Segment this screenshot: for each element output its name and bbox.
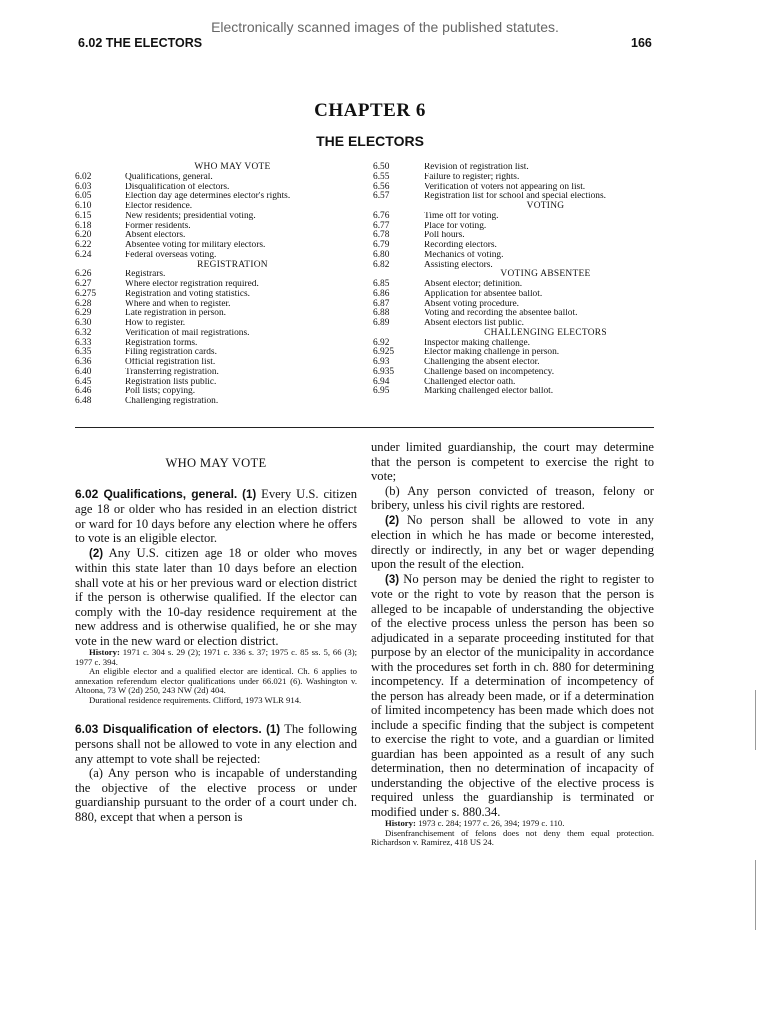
toc-entry xyxy=(75,192,350,202)
section-6-03-para-a: (a) Any person who is incapable of understanding the objective of the elective process or under guardianship pursuant to the order of a court under ch. 880, except that when a person is xyxy=(75,766,357,824)
toc-section-number: 6.935 xyxy=(373,366,395,377)
toc-entry xyxy=(373,251,673,261)
chapter-subtitle: THE ELECTORS xyxy=(316,133,424,149)
history-text: 1973 c. 284; 1977 c. 26, 394; 1979 c. 110. xyxy=(418,818,565,828)
toc-section-title: Challenging registration. xyxy=(125,397,219,406)
toc-section-title: Disqualification of electors. xyxy=(125,182,230,192)
subsection-number: (3) xyxy=(385,573,400,586)
toc-entry xyxy=(75,387,350,397)
section-6-03-para-a-continued: under limited guardianship, the court may determine that the person is competent to exercise the right to vote; xyxy=(371,440,654,483)
toc-entry xyxy=(373,368,673,378)
toc-section-number: 6.30 xyxy=(75,318,92,328)
chapter-title: CHAPTER 6 xyxy=(314,100,426,121)
toc-section-number: 6.275 xyxy=(75,288,97,299)
toc-section-number: 6.48 xyxy=(75,396,92,406)
toc-entry xyxy=(75,183,350,193)
toc-entry xyxy=(373,387,673,397)
section-6-03-sub-2 xyxy=(371,513,654,572)
toc-section-title: Filing registration cards. xyxy=(125,348,217,358)
toc-entry xyxy=(373,222,673,232)
toc-section-title: Poll lists; copying. xyxy=(125,387,196,397)
history-note xyxy=(75,648,357,667)
annotation-note: An eligible elector and a qualified elector are identical. Ch. 6 applies to annexation referendum elector qualifications under 66.021 (6). Washington v. Altoona, 73 W (2d) 250, 243 NW (2d) 404. xyxy=(75,666,357,696)
toc-section-title: Marking challenged elector ballot. xyxy=(424,387,554,397)
toc-entry xyxy=(75,339,350,349)
section-divider xyxy=(75,427,654,428)
subsection-number: (1) xyxy=(242,488,257,501)
toc-section-title: Absentee voting for military electors. xyxy=(125,241,266,250)
toc-section-title: Verification of mail registrations. xyxy=(125,328,250,338)
toc-group-heading: REGISTRATION xyxy=(197,259,268,270)
subsection-number: (2) xyxy=(385,514,400,527)
toc-section-number: 6.33 xyxy=(75,337,92,348)
toc-section-title: Voting and recording the absentee ballot. xyxy=(424,309,578,319)
toc-entry xyxy=(373,173,673,183)
toc-entry xyxy=(373,309,673,319)
toc-entry xyxy=(373,300,673,310)
toc-section-number: 6.93 xyxy=(373,357,390,367)
toc-section-title: Revision of registration list. xyxy=(424,163,529,172)
toc-section-title: Absent elector; definition. xyxy=(424,280,523,289)
subsection-text: Any U.S. citizen age 18 or older who moves within this state later than 10 days before an election shall vote at his or her previous ward or election district if the person is otherwise qualified. If the elector can comply with the 10-day residence requirement at the new address and is otherwise qualified, he or she may vote in the new ward or election district. xyxy=(75,545,357,648)
toc-section-title: New residents; presidential voting. xyxy=(125,211,256,221)
toc-entry xyxy=(373,192,673,202)
toc-section-number: 6.45 xyxy=(75,376,92,387)
toc-section-title: Transferring registration. xyxy=(125,367,219,377)
toc-entry xyxy=(373,378,673,388)
toc-section-number: 6.22 xyxy=(75,240,92,250)
toc-section-title: How to register. xyxy=(125,319,186,328)
toc-entry xyxy=(373,212,673,222)
toc-section-number: 6.85 xyxy=(373,279,390,289)
toc-section-title: Inspector making challenge. xyxy=(424,338,530,348)
toc-section-number: 6.20 xyxy=(75,230,92,241)
toc-entry xyxy=(75,270,350,280)
toc-section-title: Mechanics of voting. xyxy=(424,250,504,260)
toc-section-title: Failure to register; rights. xyxy=(424,172,520,182)
annotation-note: Disenfranchisement of felons does not deny them equal protection. Richardson v. Ramirez, 418 US 24. xyxy=(371,827,654,848)
toc-entry xyxy=(75,378,350,388)
toc-section-title: Qualifications, general. xyxy=(125,172,213,182)
section-6-02-title: 6.02 Qualifications, general. xyxy=(75,486,238,501)
toc-section-title: Recording electors. xyxy=(424,241,497,250)
toc-section-number: 6.24 xyxy=(75,249,92,260)
toc-section-number: 6.79 xyxy=(373,240,390,250)
toc-section-title: Assisting electors. xyxy=(424,260,493,270)
text-column-right xyxy=(371,440,654,848)
section-6-03-title: 6.03 Disqualification of electors. xyxy=(75,721,262,736)
toc-section-title: Late registration in person. xyxy=(125,309,227,319)
toc-group-heading: VOTING ABSENTEE xyxy=(500,269,591,280)
toc-section-title: Federal overseas voting. xyxy=(125,250,217,260)
toc-section-number: 6.36 xyxy=(75,357,92,367)
toc-section-number: 6.76 xyxy=(373,210,390,221)
history-label: History: xyxy=(385,818,416,828)
toc-section-title: Registrars. xyxy=(125,270,166,280)
toc-section-number: 6.80 xyxy=(373,249,390,260)
toc-section-number: 6.56 xyxy=(373,181,390,192)
annotation-note: Durational residence requirements. Clifford, 1973 WLR 914. xyxy=(89,694,302,705)
toc-section-title: Challenge based on incompetency. xyxy=(424,367,555,377)
toc-section-number: 6.03 xyxy=(75,181,92,192)
toc-entry xyxy=(75,368,350,378)
subsection-text: No person may be denied the right to register to vote or the right to vote by reason that the person is alleged to be incapable of understanding the objective of the elective process unless the person has been so adjudicated in a separate proceeding instituted for that purpose by an elector of the municipality in accordance with the procedures set forth in ch. 880 for determining incompetency. If a determination of incompetency of the person has already been made, or if a determination of limited incompetency has been made which does not include a specific finding that the subject is competent to exercise the right to vote, and a guardian or limited guardian has been appointed as a result of any such determination, then no determination of incapacity of understanding the objective of the elective process is required unless the guardianship is terminated or modified under s. 880.34. xyxy=(371,571,654,819)
toc-section-title: Registration forms. xyxy=(125,338,198,348)
subsection-text: The following persons shall not be allowed to vote in any election and any attempt to vote shall be rejected: xyxy=(75,721,358,766)
scan-margin-mark xyxy=(755,690,756,750)
section-6-03-sub-1 xyxy=(75,722,357,767)
toc-entry xyxy=(75,202,350,212)
toc-section-number: 6.88 xyxy=(373,308,390,319)
subsection-number: (1) xyxy=(266,723,281,736)
toc-section-number: 6.15 xyxy=(75,210,92,221)
toc-section-number: 6.77 xyxy=(373,220,390,231)
toc-entry xyxy=(373,348,673,358)
toc-section-title: Where elector registration required. xyxy=(125,280,259,289)
toc-section-title: Registration list for school and special elections. xyxy=(424,192,606,202)
toc-section-title: Registration lists public. xyxy=(125,377,217,387)
subsection-text: No person shall be allowed to vote in any election in which he has made or become interested, directly or indirectly, in any bet or wager depending upon the result of the election. xyxy=(371,512,654,571)
running-head: 6.02 THE ELECTORS xyxy=(78,36,203,50)
toc-entry xyxy=(75,173,350,183)
toc-section-number: 6.46 xyxy=(75,386,92,397)
toc-entry xyxy=(75,231,350,241)
toc-entry xyxy=(75,319,350,329)
toc-section-number: 6.05 xyxy=(75,191,92,202)
toc-left-column xyxy=(75,163,350,407)
toc-entry xyxy=(75,241,350,251)
toc-section-title: Elector making challenge in person. xyxy=(424,348,560,358)
toc-entry xyxy=(75,290,350,300)
toc-section-number: 6.86 xyxy=(373,288,390,299)
toc-entry xyxy=(75,222,350,232)
toc-entry xyxy=(373,231,673,241)
toc-group-heading: WHO MAY VOTE xyxy=(194,162,271,172)
toc-section-number: 6.27 xyxy=(75,279,92,289)
section-6-03-sub-3 xyxy=(371,572,654,820)
toc-section-title: Registration and voting statistics. xyxy=(125,289,250,299)
toc-group-heading: CHALLENGING ELECTORS xyxy=(484,327,607,338)
toc-entry xyxy=(75,329,350,339)
toc-section-title: Place for voting. xyxy=(424,221,487,231)
toc-entry xyxy=(373,339,673,349)
section-6-03-para-b: (b) Any person convicted of treason, felony or bribery, unless his civil rights are restored. xyxy=(371,483,654,512)
subsection-number: (2) xyxy=(89,547,104,560)
toc-section-title: Challenged elector oath. xyxy=(424,377,516,387)
toc-section-title: Poll hours. xyxy=(424,231,465,241)
toc-section-title: Former residents. xyxy=(125,221,191,231)
toc-entry xyxy=(373,358,673,368)
toc-section-number: 6.95 xyxy=(373,386,390,397)
toc-section-title: Elector residence. xyxy=(125,202,193,211)
toc-section-title: Verification of voters not appearing on list. xyxy=(424,182,586,192)
toc-section-title: Where and when to register. xyxy=(125,299,231,309)
toc-entry xyxy=(373,163,673,173)
toc-section-title: Absent voting procedure. xyxy=(424,299,520,309)
toc-section-number: 6.29 xyxy=(75,308,92,319)
toc-entry xyxy=(75,212,350,222)
toc-section-number: 6.78 xyxy=(373,230,390,241)
toc-entry xyxy=(75,397,350,407)
toc-entry xyxy=(373,183,673,193)
toc-section-number: 6.925 xyxy=(373,347,395,358)
toc-entry xyxy=(373,290,673,300)
toc-section-number: 6.10 xyxy=(75,201,92,211)
toc-section-number: 6.50 xyxy=(373,162,390,172)
toc-entry xyxy=(75,358,350,368)
toc-section-number: 6.57 xyxy=(373,191,390,202)
toc-entry xyxy=(75,309,350,319)
toc-right-column xyxy=(373,163,673,397)
subsection-text: Every U.S. citizen age 18 or older who has resided in an election district or ward for 10 days before any election where he offers to vote is an eligible elector. xyxy=(75,486,358,545)
toc-section-title: Absent electors. xyxy=(125,231,186,241)
toc-section-number: 6.02 xyxy=(75,171,92,182)
toc-section-number: 6.26 xyxy=(75,269,92,280)
section-heading: WHO MAY VOTE xyxy=(165,456,267,470)
toc-entry xyxy=(75,280,350,290)
toc-section-title: Challenging the absent elector. xyxy=(424,358,540,367)
text-column-left xyxy=(75,440,357,824)
toc-section-number: 6.82 xyxy=(373,259,390,270)
toc-section-number: 6.18 xyxy=(75,220,92,231)
scan-banner: Electronically scanned images of the published statutes. xyxy=(211,19,559,35)
toc-section-number: 6.55 xyxy=(373,171,390,182)
page-number: 166 xyxy=(631,36,652,50)
scan-margin-mark xyxy=(755,860,756,930)
toc-entry xyxy=(75,300,350,310)
section-6-02-sub-2 xyxy=(75,546,357,649)
toc-section-number: 6.87 xyxy=(373,298,390,309)
toc-section-title: Election day age determines elector's rights. xyxy=(125,192,291,202)
toc-section-title: Time off for voting. xyxy=(424,211,499,221)
toc-section-number: 6.35 xyxy=(75,347,92,358)
toc-section-number: 6.94 xyxy=(373,376,390,387)
toc-section-number: 6.40 xyxy=(75,366,92,377)
toc-section-number: 6.32 xyxy=(75,327,92,338)
section-6-02-sub-1 xyxy=(75,487,357,546)
toc-entry xyxy=(75,348,350,358)
history-label: History: xyxy=(89,647,120,657)
toc-entry xyxy=(373,280,673,290)
toc-section-title: Official registration list. xyxy=(125,358,216,367)
toc-section-number: 6.28 xyxy=(75,298,92,309)
toc-group-heading: VOTING xyxy=(526,201,565,211)
toc-section-title: Absent electors list public. xyxy=(424,319,524,328)
history-text: 1971 c. 304 s. 29 (2); 1971 c. 336 s. 37; 1975 c. 85 ss. 5, 66 (3); 1977 c. 394. xyxy=(75,647,357,667)
toc-section-number: 6.92 xyxy=(373,337,390,348)
toc-section-number: 6.89 xyxy=(373,318,390,328)
toc-entry xyxy=(373,241,673,251)
toc-section-title: Application for absentee ballot. xyxy=(424,289,543,299)
